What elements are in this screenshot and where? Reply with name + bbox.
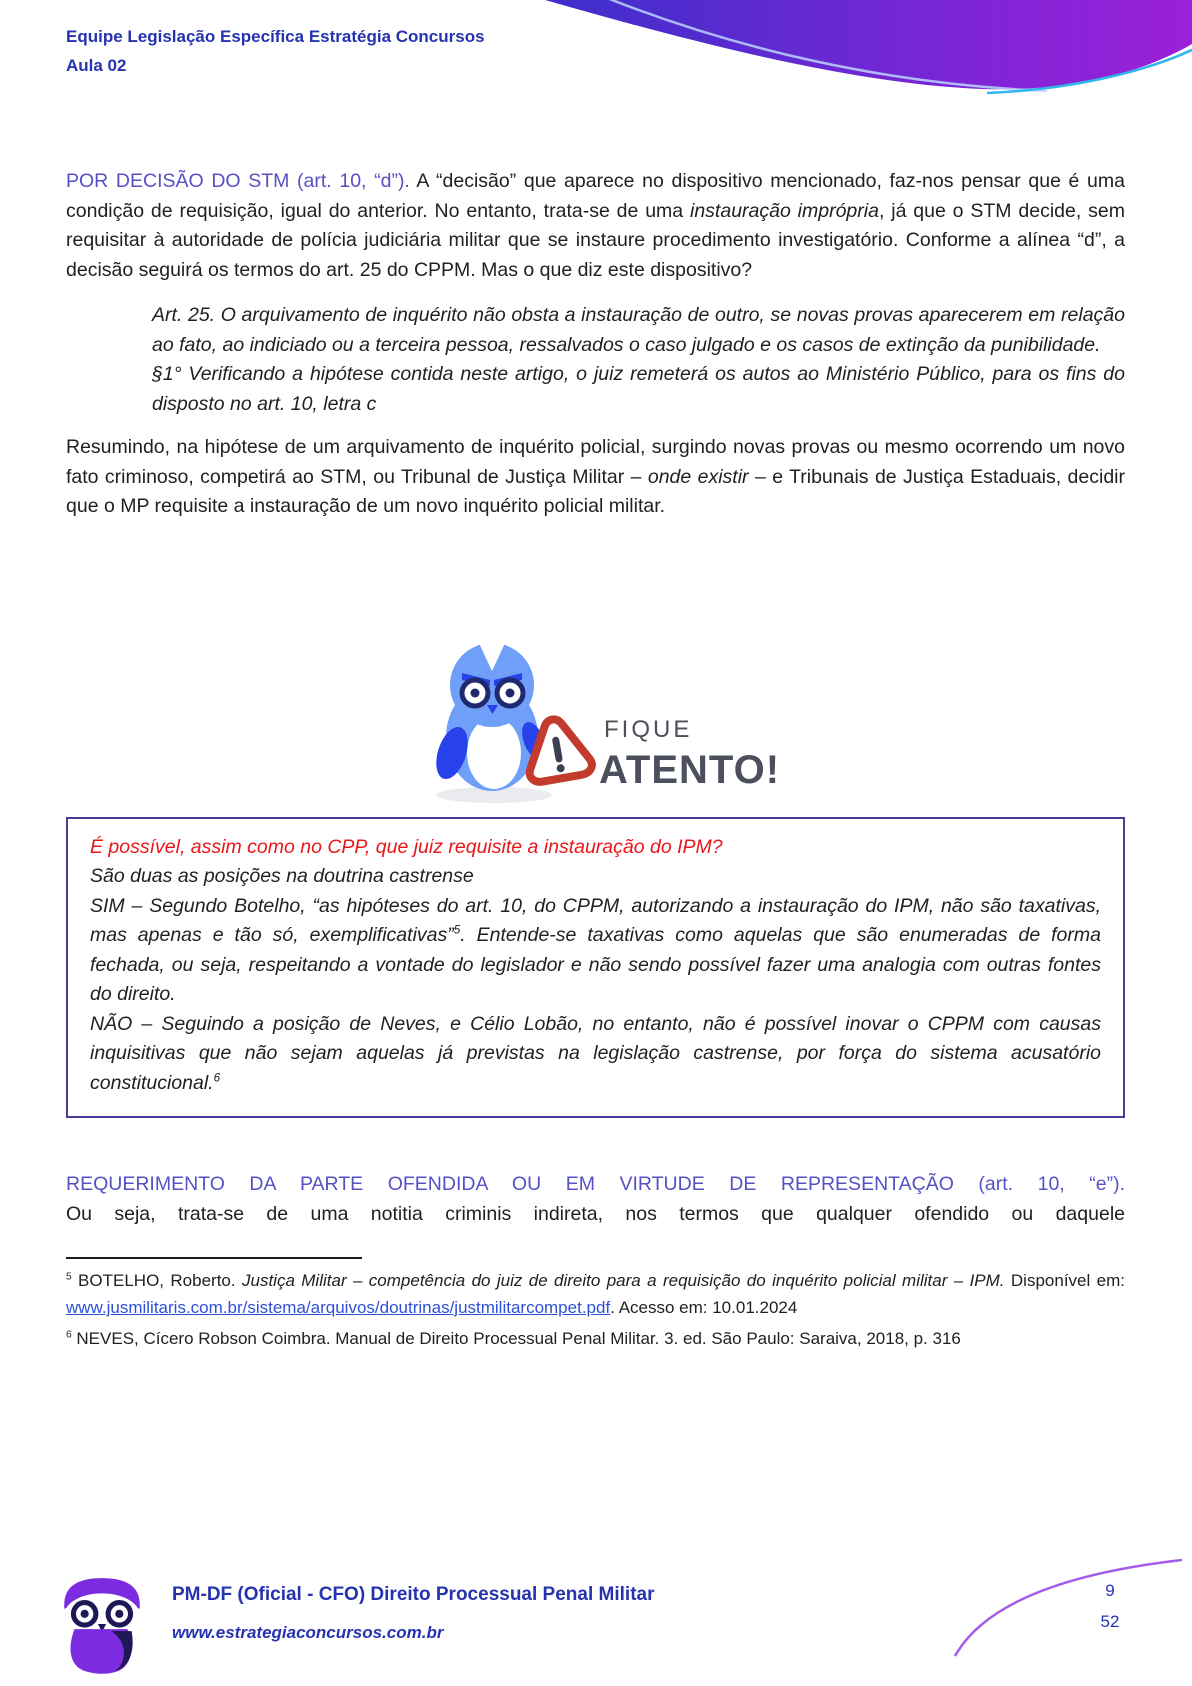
footnote-divider bbox=[66, 1257, 362, 1259]
fique-atento-graphic bbox=[406, 637, 786, 805]
quote-paragrafo-1: §1° Verificando a hipótese contida neste artigo, o juiz remeterá os autos ao Ministério Público, para os fins do disposto no art. 10, letra c bbox=[152, 363, 1125, 415]
atento-label: ATENTO! bbox=[598, 747, 780, 792]
heading-requerimento: REQUERIMENTO DA PARTE OFENDIDA OU EM VIRTUDE DE REPRESENTAÇÃO (art. 10, “e”). bbox=[66, 1173, 1125, 1195]
box-intro: São duas as posições na doutrina castrense bbox=[90, 865, 474, 887]
header-lesson-number: Aula 02 bbox=[66, 55, 127, 75]
footnote-6: $^6$ NEVES, Cícero Robson Coimbra. Manual de Direito Processual Penal Militar. 3. ed. São Paulo: Saraiva, 2018, p. 316 bbox=[66, 1329, 961, 1348]
fique-label: FIQUE bbox=[603, 715, 692, 743]
footnote-link[interactable]: www.jusmilitaris.com.br/sistema/arquivos/doutrinas/justmilitarcompet.pdf bbox=[66, 1298, 611, 1317]
box-position-sim: SIM – Segundo Botelho, “as hipóteses do art. 10, do CPPM, autorizando a instauração do IPM, não são taxativas, mas apenas e tão só, exemplificativas”$^5$. Entende-se taxativas como aquelas que são enumeradas de forma fechada, ou seja, respeitando a vontade do legislador e não sendo possível fazer uma analogia com outras fontes do direito. bbox=[90, 894, 1101, 1005]
page-number-current: 9 bbox=[1105, 1581, 1115, 1600]
law-quote-block bbox=[152, 301, 1125, 419]
page-content bbox=[66, 0, 1125, 1352]
footnote-5: $^5$ BOTELHO, Roberto. Justiça Militar – competência do juiz de direito para a requisição do inquérito policial militar – IPM. Disponível em: www.jusmilitaris.com.br/sistema/arquivos/doutrinas/justmilitarcompet.pdf. Acesso em: 10.01.2024 bbox=[66, 1271, 1125, 1317]
footer-course-title: PM-DF (Oficial - CFO) Direito Processual Penal Militar bbox=[172, 1584, 655, 1605]
box-question: É possível, assim como no CPP, que juiz requisite a instauração do IPM? bbox=[90, 835, 723, 858]
box-position-nao: NÃO – Seguindo a posição de Neves, e Célio Lobão, no entanto, não é possível inovar o CPPM com causas inquisitivas que não sejam aquelas já previstas na legislação castrense, por força do sistema acusatório constitucional.$^6$ bbox=[90, 1012, 1101, 1094]
page-footer bbox=[0, 1560, 1192, 1686]
page-number-total: 52 bbox=[1100, 1612, 1120, 1631]
paragraph-por-decisao-stm: POR DECISÃO DO STM (art. 10, “d”). A “decisão” que aparece no dispositivo mencionado, faz-nos pensar que é uma condição de requisição, igual do anterior. No entanto, trata-se de uma instauração imprópria, já que o STM decide, sem requisitar à autoridade de polícia judiciária militar que se instaure procedimento investigatório. Conforme a alínea “d”, a decisão seguirá os termos do art. 25 do CPPM. Mas o que diz este dispositivo? bbox=[66, 170, 1125, 281]
estrategia-owl-logo-icon bbox=[56, 1572, 148, 1674]
header-team-name: Equipe Legislação Específica Estratégia Concursos bbox=[66, 27, 485, 46]
quote-art-25: Art. 25. O arquivamento de inquérito não obsta a instauração de outro, se novas provas aparecerem em relação ao fato, ao indiciado ou a terceira pessoa, ressalvados o caso julgado e os casos de extinção da punibilidade. bbox=[152, 304, 1125, 356]
footer-titles bbox=[172, 1584, 654, 1643]
attention-box bbox=[66, 817, 1125, 1119]
paragraph-ou-seja: Ou seja, trata-se de uma notitia criminis indireta, nos termos que qualquer ofendido ou daquele bbox=[66, 1202, 1125, 1225]
page-numbers bbox=[1090, 1582, 1130, 1630]
footer-site-url: www.estrategiaconcursos.com.br bbox=[172, 1623, 444, 1642]
footer-arc-decoration bbox=[942, 1556, 1192, 1686]
paragraph-resumindo: Resumindo, na hipótese de um arquivamento de inquérito policial, surgindo novas provas ou mesmo ocorrendo um novo fato criminoso, competirá ao STM, ou Tribunal de Justiça Militar – onde existir – e Tribunais de Justiça Estaduais, decidir que o MP requisite a instauração de um novo inquérito policial militar. bbox=[66, 436, 1125, 517]
